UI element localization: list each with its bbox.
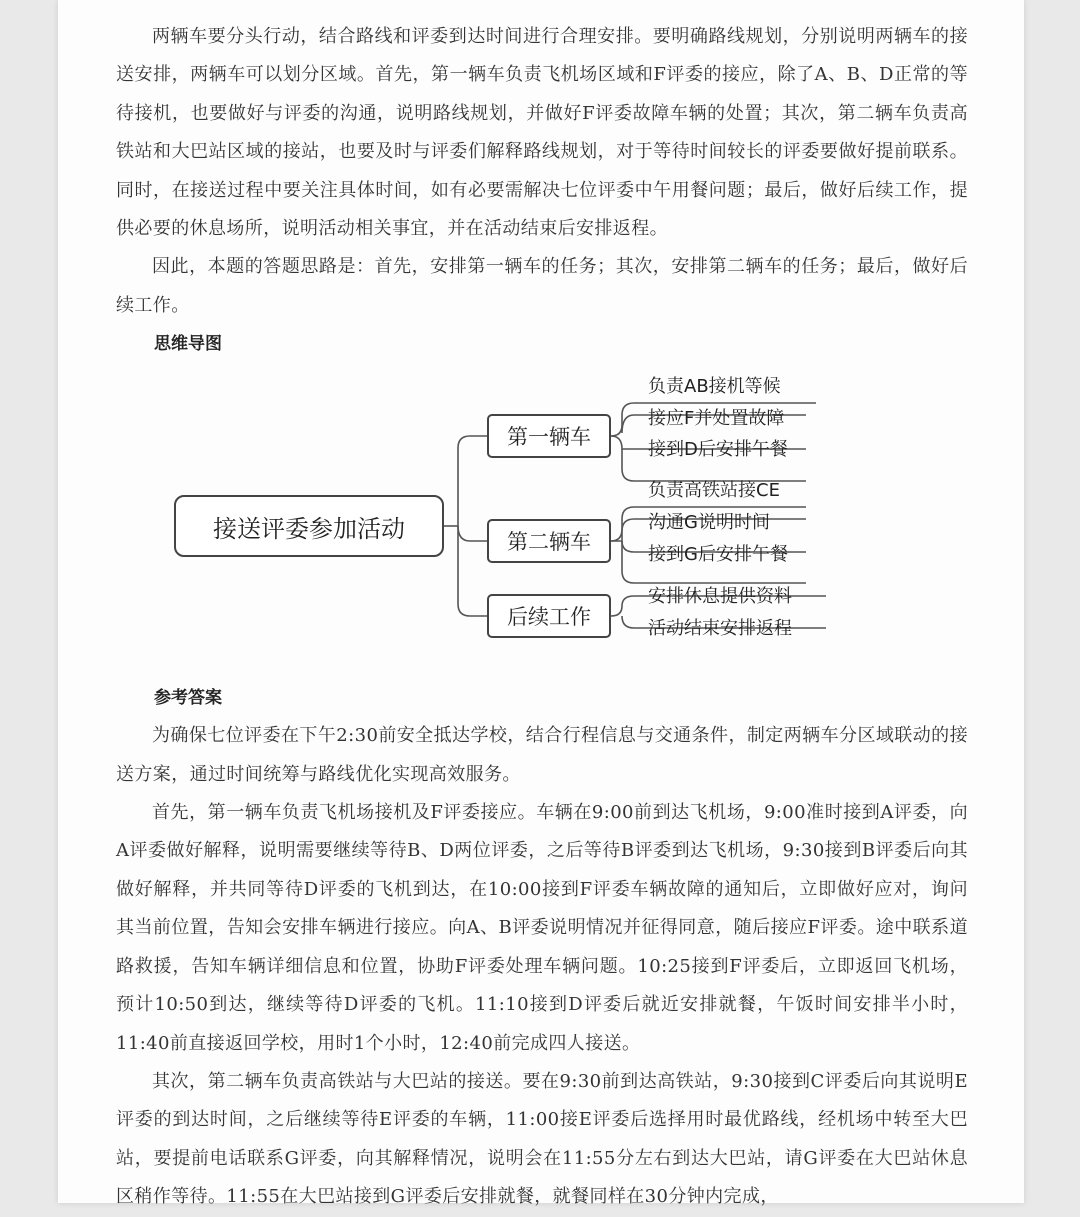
mindmap-leaf: 活动结束安排返程: [648, 618, 792, 640]
answer-paragraph-3: 其次，第二辆车负责高铁站与大巴站的接送。要在9:30前到达高铁站，9:30接到C评委后向其说明E评委的到达时间，之后继续等待E评委的车辆，11:00接E评委后选择用时最优路线，经机场中转至大巴站，要提前电话联系G评委，向其解释情况，说明会在11:55分左右到达大巴站，请G评委在大巴站休息区稍作等待。11:55在大巴站接到G评委后安排就餐，就餐同样在30分钟内完成，: [116, 1070, 968, 1208]
mindmap-leaf: 负责AB接机等候: [648, 376, 781, 398]
answer-heading: 参考答案: [154, 688, 222, 709]
mindmap-leaf: 接应F并处置故障: [648, 408, 785, 430]
mindmap: [116, 371, 968, 671]
mindmap-leaf: 安排休息提供资料: [648, 586, 792, 608]
mindmap-leaf: 沟通G说明时间: [648, 512, 770, 534]
mindmap-leaf: 接到D后安排午餐: [648, 439, 788, 461]
answer-paragraph-1: 为确保七位评委在下午2:30前安全抵达学校，结合行程信息与交通条件，制定两辆车分区域联动的接送方案，通过时间统筹与路线优化实现高效服务。: [116, 725, 968, 785]
mindmap-leaf: 接到G后安排午餐: [648, 544, 788, 566]
analysis-paragraph-2: 因此，本题的答题思路是：首先，安排第一辆车的任务；其次，安排第二辆车的任务；最后，做好后续工作。: [116, 256, 968, 316]
document-page: [58, 0, 1024, 1208]
mindmap-heading: 思维导图: [154, 334, 222, 355]
answer-paragraph-2: 首先，第一辆车负责飞机场接机及F评委接应。车辆在9:00前到达飞机场，9:00准时接到A评委，向A评委做好解释，说明需要继续等待B、D两位评委，之后等待B评委到达飞机场，9:30接到B评委后向其做好解释，并共同等待D评委的飞机到达，在10:00接到F评委车辆故障的通知后，立即做好应对，询问其当前位置，告知会安排车辆进行接应。向A、B评委说明情况并征得同意，随后接应F评委。途中联系道路救援，告知车辆详细信息和位置，协助F评委处理车辆问题。10:25接到F评委后，立即返回飞机场，预计10:50到达，继续等待D评委的飞机。11:10接到D评委后就近安排就餐，午饭时间安排半小时，11:40前直接返回学校，用时1个小时，12:40前完成四人接送。: [116, 802, 968, 1054]
analysis-paragraph-1: 两辆车要分头行动，结合路线和评委到达时间进行合理安排。要明确路线规划，分别说明两辆车的接送安排，两辆车可以划分区域。首先，第一辆车负责飞机场区域和F评委的接应，除了A、B、D正常的等待接机，也要做好与评委的沟通，说明路线规划，并做好F评委故障车辆的处置；其次，第二辆车负责高铁站和大巴站区域的接站，也要及时与评委们解释路线规划，对于等待时间较长的评委要做好提前联系。同时，在接送过程中要关注具体时间，如有必要需解决七位评委中午用餐问题；最后，做好后续工作，提供必要的休息场所，说明活动相关事宜，并在活动结束后安排返程。: [116, 26, 968, 240]
mindmap-root-node: 接送评委参加活动: [174, 495, 444, 557]
document-content: [116, 18, 968, 1217]
mindmap-branch-follow-up: 后续工作: [487, 594, 611, 638]
mindmap-leaf: 负责高铁站接CE: [648, 480, 780, 502]
mindmap-branch-first-car: 第一辆车: [487, 414, 611, 458]
mindmap-branch-second-car: 第二辆车: [487, 519, 611, 563]
